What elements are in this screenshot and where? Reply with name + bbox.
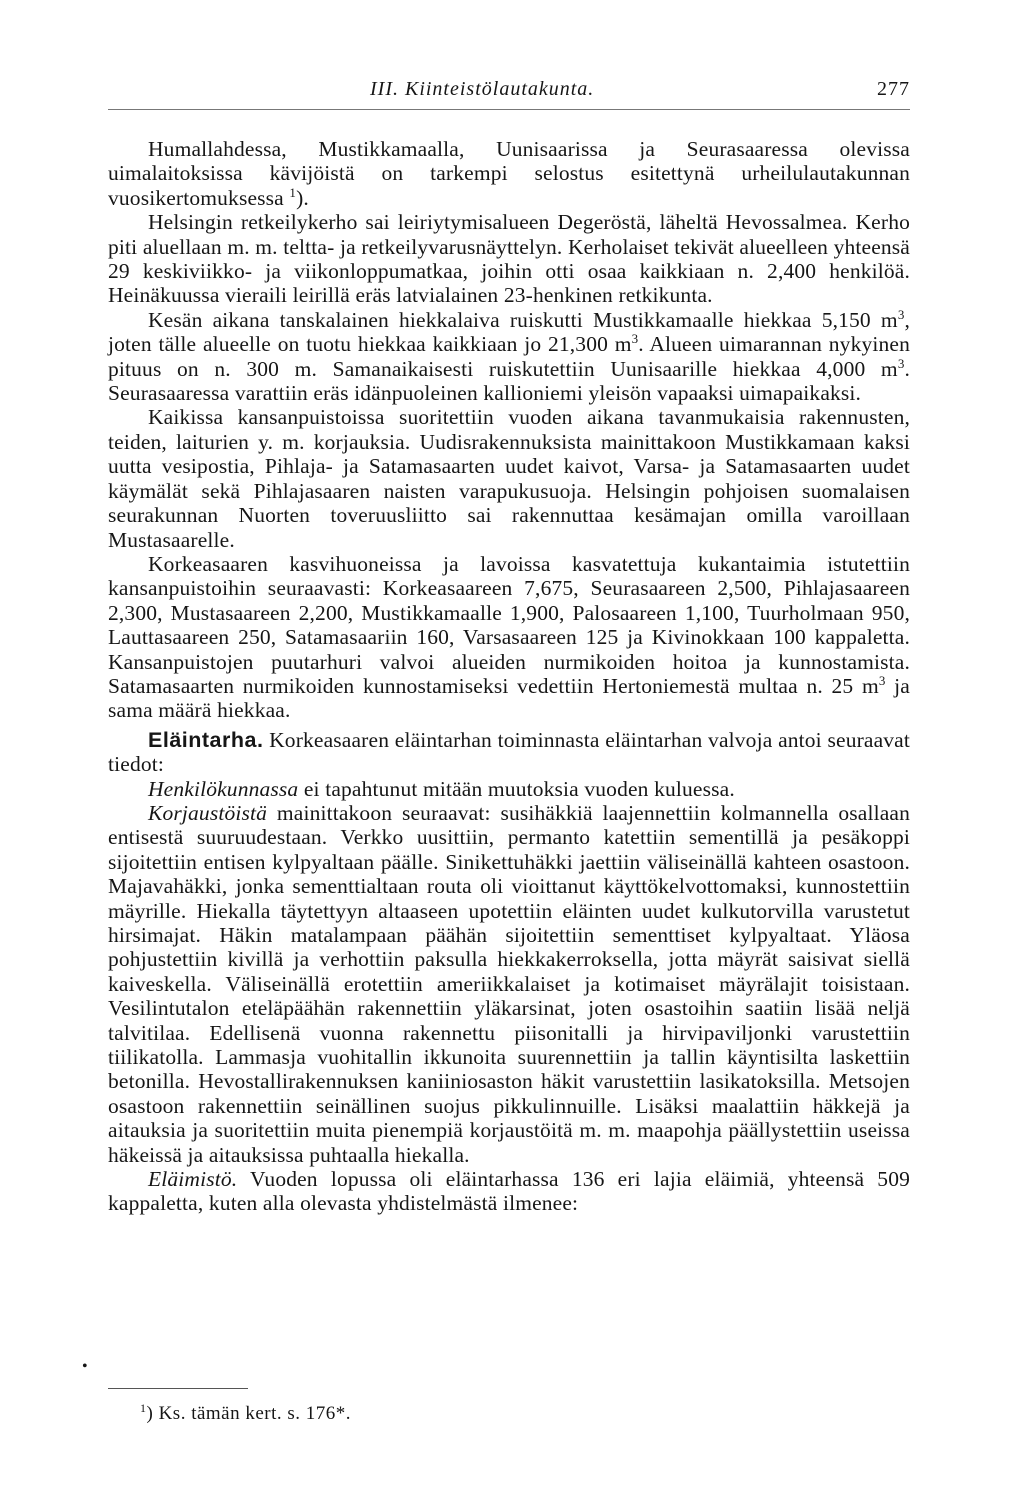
paragraph-beaches: Humallahdessa, Mustikkamaalla, Uunisaarissa ja Seurasaaressa olevissa uimalaitoksissa kävijöistä on tarkempi selostus esitettynä urheilulautakunnan vuosikertomuksessa $^1$). — [108, 137, 910, 210]
paragraph-zoo: Eläintarha. Korkeasaaren eläintarhan toiminnasta eläintarhan valvoja antoi seuraavat tiedot: — [108, 727, 910, 777]
footnote-rule — [108, 1388, 248, 1389]
paragraph-animals: Eläimistö. Vuoden lopussa oli eläintarhassa 136 eri lajia eläimiä, yhteensä 509 kappaletta, kuten alla olevasta yhdistelmästä ilmenee: — [108, 1167, 910, 1216]
page-number: 277 — [877, 78, 910, 100]
paragraph-flowers: Korkeasaaren kasvihuoneissa ja lavoissa kasvatettuja kukantaimia istutettiin kansanpuistoihin seuraavasti: Korkeasaareen 7,675, Seurasaareen 2,500, Pihlajasaareen 2,300, Mustasaareen 2,200, Mustikkamaalle 1,900, Palosaareen 1,100, Tuurholmaan 950, Lauttasaareen 250, Satamasaariin 160, Varsasaareen 125 ja Kivinokkaan 100 kappaletta. Kansanpuistojen puutarhuri valvoi alueiden nurmikoiden hoitoa ja kunnostamista. Satamasaarten nurmikoiden kunnostamiseksi vedettiin Hertoniemestä multaa n. 25 $m^3$ ja sama määrä hiekkaa. — [108, 551, 910, 723]
footnote-ref: 1 — [289, 184, 297, 200]
chapter-title: III. Kiinteistölautakunta. — [370, 78, 595, 100]
body-text — [108, 137, 910, 1216]
paragraph-sand: Kesän aikana tanskalainen hiekkalaiva ruiskutti Mustikkamaalle hiekkaa 5,150 $m^3$, joten tälle alueelle on tuotu hiekkaa kaikkiaan jo 21,300 $m^3$. Alueen uimarannan nykyinen pituus on n. 300 m. Samanaikaisesti ruiskutettiin Uunisaarille hiekkaa 4,000 $m^3$. Seurasaaressa varattiin eräs idänpuoleinen kallioniemi yleisön vapaaksi uimapaikaksi. — [108, 306, 910, 406]
running-header — [108, 78, 910, 108]
paragraph-hiking-club: Helsingin retkeilykerho sai leiriytymisalueen Degeröstä, läheltä Hevossalmea. Kerho piti aluellaan m. m. teltta- ja retkeilyvarusnäyttelyn. Kerholaiset tekivät alueelleen yhteensä 29 keskiviikko- ja viikonloppumatkaa, joihin otti osaa kaikkiaan n. 2,400 henkilöä. Heinäkuussa vieraili leirillä eräs latvialainen 23-henkinen retkikunta. — [108, 210, 910, 308]
section-heading-zoo: Eläintarha. — [148, 727, 264, 752]
footnote — [140, 1403, 351, 1425]
paragraph-staff: Henkilökunnassa ei tapahtunut mitään muutoksia vuoden kuluessa. — [148, 776, 735, 801]
footnote-text: ) Ks. tämän kert. s. 176*. — [146, 1403, 352, 1424]
footnote-marker: 1 — [140, 1401, 147, 1415]
paragraph-zoo-repairs: Korjaustöistä mainittakoon seuraavat: susihäkkiä laajennettiin kolmannella osallaan entisestä suuruudestaan. Verkko uusittiin, permanto katettiin sementillä ja pesäkoppi sijoitettiin entisen kylpyaltaan päälle. Sinikettuhäkki jaettiin väliseinällä kahteen osastoon. Majavahäkki, jonka sementtialtaan routa oli vioittanut käyttökelvottomaksi, kunnostettiin mäyrille. Hiekalla täytettyyn altaaseen upotettiin eläinten uudet kulkutorvilla varustetut hirsimajat. Häkin matalampaan päähän sijoitettiin sementtiset kylpyaltaat. Yläosa pohjustettiin kivillä ja verhottiin paksulla hiekkakerroksella, jotta mäyrät saisivat siellä kaiveskella. Väliseinällä erotettiin ameriikkalaiset ja kotimaiset mäyrälajit toisistaan. Vesilintutalon eteläpäähän rakennettiin yläkarsinat, joten osastoihin saatiin lisää neljä talvitilaa. Edellisenä vuonna rakennettu piisonitalli ja hirvipaviljonki varustettiin tiilikatolla. Lammasja vuohitallin ikkunoita suurennettiin ja tallin käyntisilta laskettiin betonilla. Hevostallirakennuksen kaniiniosaston häkit varustettiin lasikatoksilla. Metsojen osastoon rakennettiin seinällinen suojus pikkulinnuille. Lisäksi maalattiin häkkejä ja aitauksia ja suoritettiin muita pienempiä korjaustöitä m. m. maapohja päällystettiin useissa häkeissä ja aitauksissa puhtaalla hiekalla. — [108, 800, 910, 1167]
paragraph-repairs: Kaikissa kansanpuistoissa suoritettiin vuoden aikana tavanmukaisia rakennusten, teiden, laiturien y. m. korjauksia. Uudisrakennuksista mainittakoon Mustikkamaan kaksi uutta vesipostia, Pihlaja- ja Satamasaarten uudet kaivot, Varsa- ja Satamasaarten uudet käymälät sekä Pihlajasaaren naisten varapukusuoja. Helsingin pohjoisen suomalaisen seurakunnan Nuorten toveruusliitto sai rakennuttaa kesämajan omilla varoillaan Mustasaarelle. — [108, 405, 910, 552]
header-rule — [108, 109, 910, 110]
margin-mark: • — [82, 1358, 88, 1375]
